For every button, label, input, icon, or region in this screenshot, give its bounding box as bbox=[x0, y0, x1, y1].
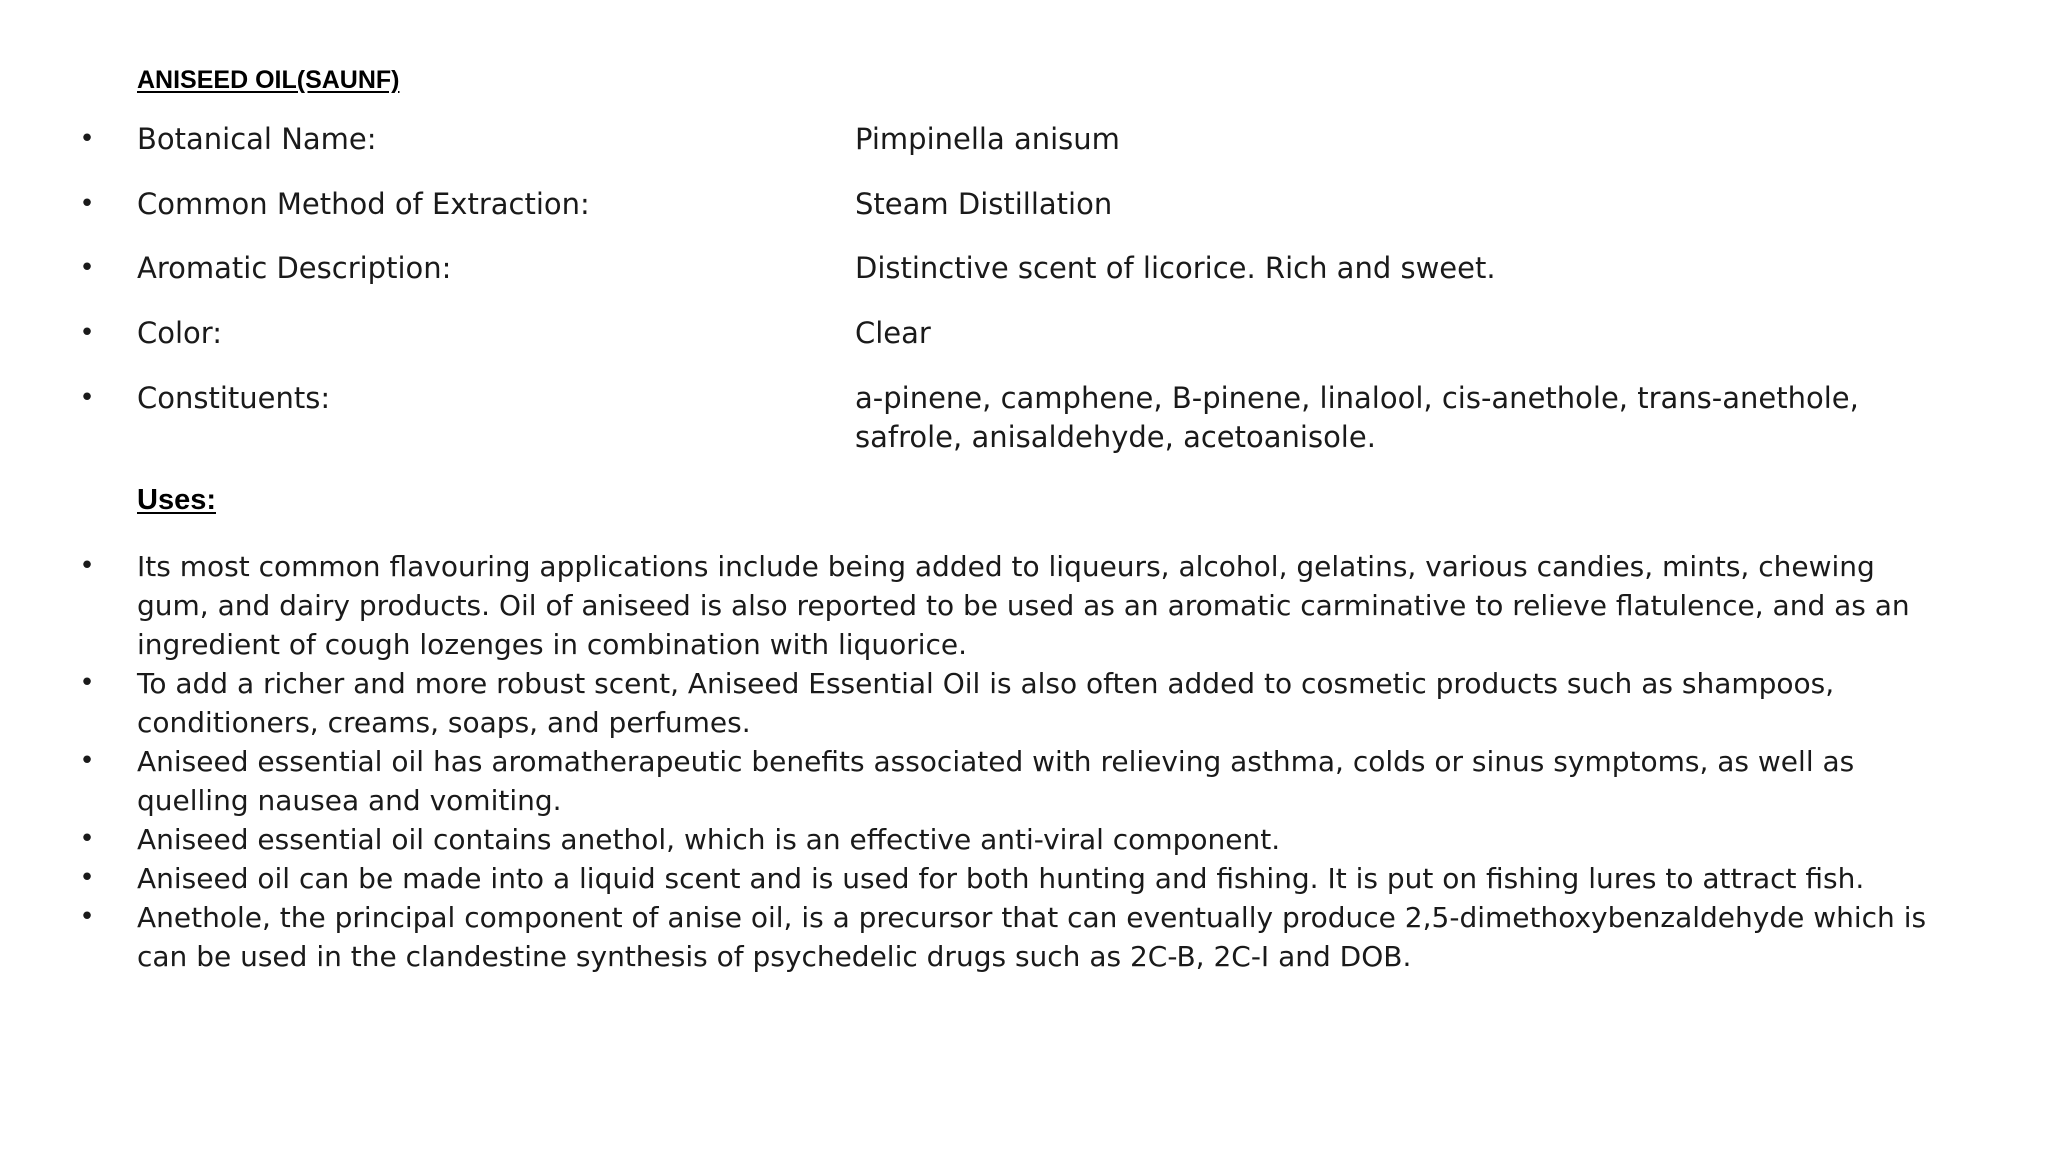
uses-heading: Uses: bbox=[137, 484, 216, 516]
list-item bbox=[0, 898, 1937, 976]
use-text: Aniseed essential oil contains anethol, which is an effective anti-viral component. bbox=[137, 823, 1281, 856]
list-item bbox=[0, 820, 1937, 859]
bullet-icon: • bbox=[79, 746, 95, 776]
use-text: Anethole, the principal component of anise oil, is a precursor that can eventually produce 2,5-dimethoxybenzaldehyde which is can be used in the clandestine synthesis of psychedelic drugs such as 2C-B, 2C-I and DOB. bbox=[137, 901, 1927, 973]
property-value: Clear bbox=[855, 316, 931, 350]
bullet-icon: • bbox=[79, 383, 95, 413]
bullet-icon: • bbox=[79, 824, 95, 854]
property-label: Color: bbox=[137, 316, 222, 350]
bullet-icon: • bbox=[79, 253, 95, 283]
list-item bbox=[0, 664, 1937, 742]
property-value: Steam Distillation bbox=[855, 187, 1113, 221]
list-item bbox=[0, 859, 1937, 898]
property-label: Common Method of Extraction: bbox=[137, 187, 590, 221]
bullet-icon: • bbox=[79, 318, 95, 348]
property-value: Pimpinella anisum bbox=[855, 122, 1120, 156]
property-label: Aromatic Description: bbox=[137, 251, 452, 285]
list-item bbox=[0, 742, 1937, 820]
bullet-icon: • bbox=[79, 551, 95, 581]
bullet-icon: • bbox=[79, 902, 95, 932]
use-text: Its most common flavouring applications include being added to liqueurs, alcohol, gelatins, various candies, mints, chewing gum, and dairy products. Oil of aniseed is also reported to be used as an aromatic carminative to relieve flatulence, and as an ingredient of cough lozenges in combination with liquorice. bbox=[137, 550, 1910, 661]
use-text: Aniseed essential oil has aromatherapeutic benefits associated with relieving asthma, colds or sinus symptoms, as well as quelling nausea and vomiting. bbox=[137, 745, 1855, 817]
use-text: To add a richer and more robust scent, Aniseed Essential Oil is also often added to cosmetic products such as shampoos, conditioners, creams, soaps, and perfumes. bbox=[137, 667, 1835, 739]
bullet-icon: • bbox=[79, 668, 95, 698]
uses-list bbox=[0, 547, 2048, 976]
bullet-icon: • bbox=[79, 124, 95, 154]
bullet-icon: • bbox=[79, 863, 95, 893]
list-item bbox=[0, 547, 1937, 664]
use-text: Aniseed oil can be made into a liquid scent and is used for both hunting and fishing. It is put on fishing lures to attract fish. bbox=[137, 862, 1865, 895]
bullet-icon: • bbox=[79, 189, 95, 219]
property-label: Constituents: bbox=[137, 381, 331, 415]
property-value: Distinctive scent of licorice. Rich and sweet. bbox=[855, 251, 1496, 285]
property-label: Botanical Name: bbox=[137, 122, 377, 156]
document-title: ANISEED OIL(SAUNF) bbox=[137, 66, 400, 94]
property-value: a-pinene, camphene, B-pinene, linalool, cis-anethole, trans-anethole, safrole, anisaldehyde, acetoanisole. bbox=[855, 381, 1859, 454]
